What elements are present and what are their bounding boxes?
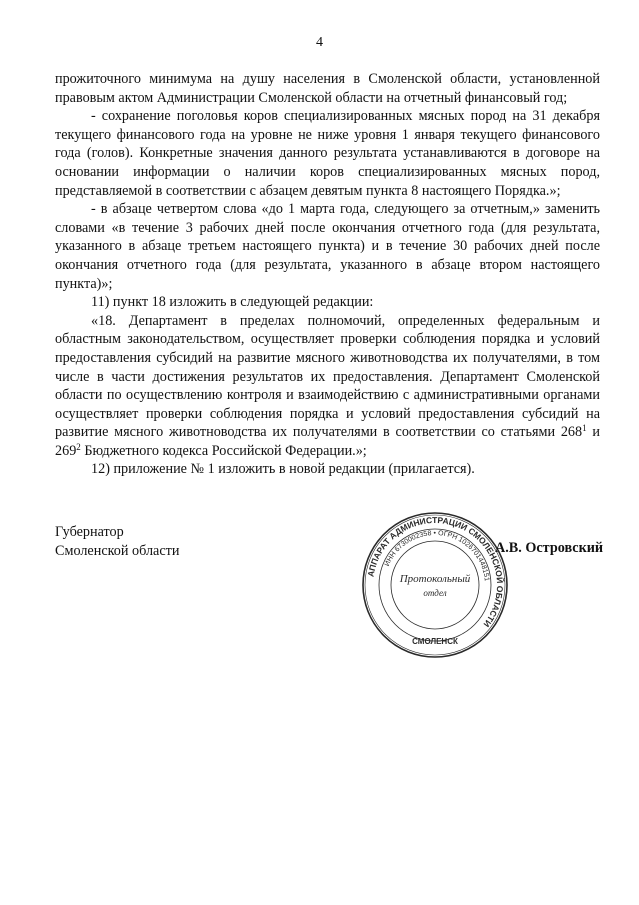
paragraph-2: - сохранение поголовья коров специализированных мясных пород на 31 декабря текущего финансового года на уровне не ниже уровня 1 января текущего финансового года (голов). Конкретные значения данного результата устанавливаются в договоре на основании информации о наличии коров специализированных мясных пород, представляемой в соответствии с абзацем девятым пункта 8 настоящего Порядка.»; bbox=[55, 108, 600, 199]
item18-sup-1: 1 bbox=[582, 423, 587, 434]
official-seal bbox=[360, 510, 510, 660]
item18-text-3: Бюджетного кодекса Российской Федерации.»; bbox=[80, 442, 367, 459]
item18-text-2: и 269 bbox=[55, 424, 601, 459]
signer-name: А.В. Островский bbox=[495, 540, 604, 556]
seal-center-line-1: Протокольный bbox=[399, 573, 471, 585]
item18-sup-2: 2 bbox=[76, 441, 81, 452]
paragraph-item-18 bbox=[55, 312, 600, 461]
seal-graphic bbox=[360, 510, 510, 660]
paragraph-4: 11) пункт 18 изложить в следующей редакции: bbox=[91, 294, 374, 311]
seal-outer-text: АППАРАТ АДМИНИСТРАЦИИ СМОЛЕНСКОЙ ОБЛАСТИ bbox=[365, 514, 506, 630]
paragraph-1: прожиточного минимума на душу населения в Смоленской области, установленной правовым актом Администрации Смоленской области на отчетный финансовый год; bbox=[55, 71, 600, 106]
seal-bottom-text: СМОЛЕНСК bbox=[412, 637, 458, 646]
seal-center-line-2: отдел bbox=[423, 588, 447, 598]
paragraph-item-12: 12) приложение № 1 изложить в новой редакции (прилагается). bbox=[91, 461, 475, 478]
signer-title-line-2: Смоленской области bbox=[55, 542, 180, 559]
signer-title-line-1: Губернатор bbox=[55, 524, 124, 540]
document-body bbox=[55, 70, 600, 479]
signature-block bbox=[55, 523, 179, 560]
seal-inner-text: ИНН 6730002358 • ОГРН 1026701448151 bbox=[383, 529, 490, 582]
paragraph-3: - в абзаце четвертом слова «до 1 марта года, следующего за отчетным,» заменить словами «в течение 3 рабочих дней после окончания отчетного года (для результата, указанного в абзаце третьем настоящего пункта) и в течение 30 рабочих дней после окончания отчетного года (для результата, указанного в абзаце втором настоящего пункта)»; bbox=[55, 201, 600, 292]
page-number: 4 bbox=[316, 35, 323, 50]
item18-text-1: «18. Департамент в пределах полномочий, определенных федеральным и областным законодательством, осуществляет проверки соблюдения порядка и условий предоставления субсидий на развитие мясного животноводства их получателями, в том числе в части достижения результатов их предоставления. Департамент Смоленской области по осуществлению контроля и взаимодействию с административными органами осуществляет проверки соблюдения порядка и условий предоставления субсидий на развитие мясного животноводства их получателями в соответствии со статьями 268 bbox=[55, 312, 600, 441]
